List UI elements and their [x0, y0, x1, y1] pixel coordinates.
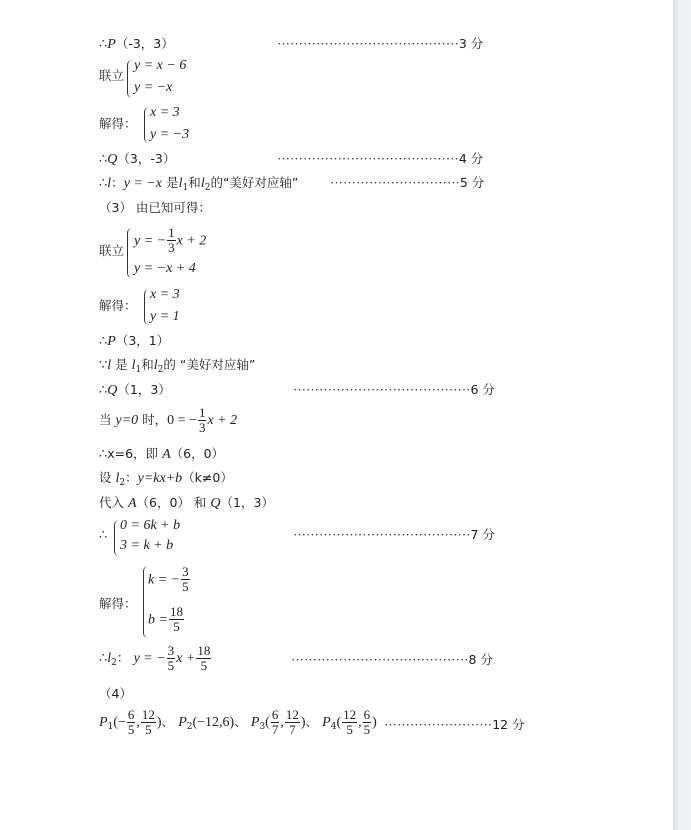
var-l1: l: [131, 358, 136, 373]
fraction: [198, 406, 207, 435]
word-set: 设: [99, 470, 116, 485]
fraction: [342, 708, 357, 737]
comma: ,: [136, 715, 140, 730]
equation: y = −x + 4: [134, 261, 196, 276]
eq-right: x + 2: [176, 233, 207, 249]
fraction: [181, 565, 190, 594]
eq-left: 0 = −: [167, 413, 197, 428]
coords: （6，0）: [170, 446, 225, 461]
coords: （6，0）: [136, 495, 190, 510]
denominator: 5: [145, 722, 152, 737]
p2-point-line: [99, 333, 169, 350]
therefore-symbol: ∴: [99, 176, 108, 191]
dot-leader: ·························: [384, 717, 493, 732]
numerator: 18: [169, 604, 183, 619]
equation: [148, 605, 185, 634]
denominator: 5: [127, 722, 135, 737]
var-q: Q: [210, 496, 221, 511]
set-line: [99, 470, 233, 491]
paren: (: [265, 715, 270, 730]
word-of: 的: [163, 357, 180, 372]
colon: ：: [111, 175, 124, 190]
sys3-prefix: [99, 528, 107, 544]
fraction: [127, 708, 136, 737]
var-q: Q: [107, 383, 118, 398]
word-time: 时，: [138, 412, 168, 427]
coords: (−12,6): [192, 715, 235, 730]
paren: ): [372, 715, 377, 730]
therefore-symbol: ∴: [99, 383, 108, 398]
coords: （3，1）: [115, 333, 170, 348]
subscript: 2: [111, 658, 117, 668]
condition: y=0: [115, 413, 139, 428]
denominator: 5: [346, 722, 353, 737]
dot-leader: ·········································: [293, 527, 471, 542]
dot-leader: ·········································: [291, 652, 469, 667]
fraction: [167, 644, 176, 673]
quoted-term: “美好对应轴”: [179, 357, 256, 372]
score-6: 6 分: [470, 382, 495, 397]
brace: [114, 520, 119, 556]
eq-left: y = −: [133, 651, 166, 666]
x6-line: [99, 446, 224, 463]
score-leader-4: [277, 151, 483, 168]
join-label: 联立: [99, 243, 125, 258]
var-p2: P: [178, 715, 187, 730]
numerator: 6: [127, 707, 135, 722]
score-12: 12 分: [492, 717, 525, 732]
fraction: [196, 644, 211, 673]
var-p3: P: [250, 715, 260, 730]
numerator: 12: [141, 707, 155, 722]
fraction: [141, 708, 156, 737]
equation: y = x − 6: [134, 58, 187, 73]
var-p: P: [107, 334, 116, 349]
coords: （1，3）: [117, 382, 171, 397]
var-p4: P: [322, 715, 331, 730]
therefore-symbol: ∴: [99, 334, 108, 349]
score-4: 4 分: [458, 151, 484, 166]
paren: ): [300, 715, 306, 730]
colon: ：: [125, 470, 138, 485]
fraction: [363, 708, 372, 737]
final-answer-line: [99, 708, 377, 737]
eq-left: y = −: [134, 233, 167, 249]
therefore-symbol: ∴: [99, 447, 108, 462]
word-and: 和: [189, 495, 211, 510]
solve-label: 解得：: [99, 116, 137, 131]
equation: y=kx+b: [137, 471, 183, 486]
word-is: 是: [111, 357, 132, 372]
solve1-label: [99, 116, 137, 133]
brace: [127, 228, 132, 278]
denominator: 7: [289, 722, 296, 737]
fraction: [285, 708, 300, 737]
subscript: 1: [182, 183, 189, 193]
therefore-symbol: ∴: [99, 152, 108, 167]
var-a: A: [162, 447, 171, 462]
score-leader-8: [291, 652, 493, 669]
eq-left: b =: [148, 612, 168, 628]
denominator: 5: [182, 579, 189, 594]
solve-label: 解得：: [99, 596, 137, 611]
therefore-symbol: ∴: [99, 37, 108, 52]
therefore-symbol: ∴: [99, 651, 108, 666]
page-edge-shadow: [673, 0, 691, 830]
subscript: 2: [186, 722, 193, 732]
dot-leader: ·········································: [293, 382, 471, 397]
part-label: （3） 由已知可得：: [99, 200, 211, 215]
equation: y = −x: [134, 80, 173, 95]
var-l: l: [115, 471, 120, 486]
join2-label: [99, 243, 124, 260]
var-l2: l: [200, 176, 205, 191]
brace: [144, 107, 149, 143]
therefore-symbol: ∴: [99, 528, 108, 543]
score-7: 7 分: [470, 527, 495, 542]
quoted-term: “美好对应轴”: [222, 175, 299, 190]
join-label: 联立: [99, 68, 125, 83]
var-q: Q: [107, 152, 118, 167]
q-point-line: [99, 151, 175, 168]
subscript: 1: [135, 365, 142, 375]
equation: x = 3: [150, 105, 180, 120]
equation: x = 3: [150, 287, 180, 302]
comma: ,: [280, 715, 284, 730]
score-leader-12: [384, 717, 525, 734]
numerator: 6: [271, 707, 279, 722]
var-l: l: [107, 651, 112, 666]
because-line: [99, 357, 255, 378]
denominator: 5: [173, 619, 180, 634]
solve3-label: [99, 596, 137, 613]
equation: y = −3: [150, 127, 190, 142]
because-symbol: ∵: [99, 358, 108, 373]
eq-right: x + 2: [207, 413, 238, 428]
join1-label: [99, 68, 124, 85]
coords: （1，3）: [220, 495, 274, 510]
denominator: 7: [271, 722, 279, 737]
numerator: 3: [167, 643, 175, 658]
l2-result-line: [99, 644, 212, 673]
part-label: （4）: [99, 686, 132, 701]
var-a: A: [127, 496, 137, 511]
score-8: 8 分: [468, 652, 493, 667]
equation: y = 1: [150, 309, 180, 324]
text: x=6，即: [107, 446, 163, 461]
brace: [127, 60, 132, 98]
denominator: 5: [363, 722, 371, 737]
colon: ：: [116, 650, 130, 665]
numerator: 12: [343, 707, 357, 722]
dot-leader: ··········································: [277, 151, 459, 166]
score-leader-7: [293, 527, 495, 544]
denominator: 5: [200, 658, 208, 673]
fraction: [167, 226, 176, 255]
comma: ,: [358, 715, 362, 730]
equation: y = −x: [123, 176, 163, 191]
denominator: 3: [168, 240, 175, 255]
numerator: 6: [363, 707, 371, 722]
coords: （3，-3）: [117, 151, 176, 166]
subscript: 4: [330, 722, 337, 732]
dot-leader: ··········································: [277, 36, 459, 51]
var-l2: l: [153, 358, 158, 373]
word-of: 的: [210, 175, 223, 190]
denominator: 5: [167, 658, 175, 673]
word-and: 和: [141, 357, 154, 372]
paren: (: [336, 715, 342, 730]
fraction: [271, 708, 280, 737]
when-line: [99, 406, 237, 435]
paren: ): [156, 715, 162, 730]
dot-leader: ······························: [330, 175, 460, 190]
score-leader-3: [277, 36, 483, 53]
equation: [148, 565, 191, 594]
brace: [144, 289, 149, 325]
q2-point-line: [99, 382, 171, 399]
denominator: 3: [198, 420, 206, 435]
word-when: 当: [99, 412, 116, 427]
condition: （k≠0）: [182, 470, 233, 485]
word-is: 是: [166, 175, 179, 190]
numerator: 1: [198, 405, 206, 420]
eq-mid: x +: [176, 651, 196, 666]
var-p: P: [107, 37, 116, 52]
numerator: 1: [168, 225, 175, 240]
score-3: 3 分: [458, 36, 484, 51]
separator: 、: [161, 714, 175, 729]
numerator: 18: [197, 643, 211, 658]
coords: （-3，3）: [115, 36, 174, 51]
subscript: 2: [204, 183, 211, 193]
word-and: 和: [188, 175, 201, 190]
equation: 0 = 6k + b: [120, 518, 181, 533]
separator: 、: [305, 714, 319, 729]
var-l1: l: [178, 176, 183, 191]
paren: (−: [113, 715, 126, 730]
separator: 、: [234, 714, 247, 729]
subscript: 1: [107, 722, 114, 732]
score-5: 5 分: [459, 175, 485, 190]
part-3-heading: [99, 200, 211, 217]
fraction: [169, 605, 184, 634]
axis-line: [99, 175, 298, 196]
score-leader-6: [293, 382, 495, 399]
numerator: 3: [182, 564, 189, 579]
subscript: 2: [157, 365, 164, 375]
subscript: 3: [259, 722, 266, 732]
equation: 3 = k + b: [120, 538, 174, 553]
solve-label: 解得：: [99, 298, 137, 313]
var-p1: P: [99, 715, 108, 730]
var-l: l: [107, 358, 112, 373]
p-point-line: [99, 36, 174, 53]
var-l: l: [107, 176, 112, 191]
word-substitute: 代入: [99, 495, 128, 510]
equation: [134, 226, 206, 255]
substitute-line: [99, 495, 274, 512]
eq-left: k = −: [148, 572, 181, 588]
numerator: 12: [285, 707, 299, 722]
score-leader-5: [330, 175, 484, 192]
solve2-label: [99, 298, 137, 315]
subscript: 2: [119, 478, 126, 488]
part-4-heading: [99, 686, 132, 703]
